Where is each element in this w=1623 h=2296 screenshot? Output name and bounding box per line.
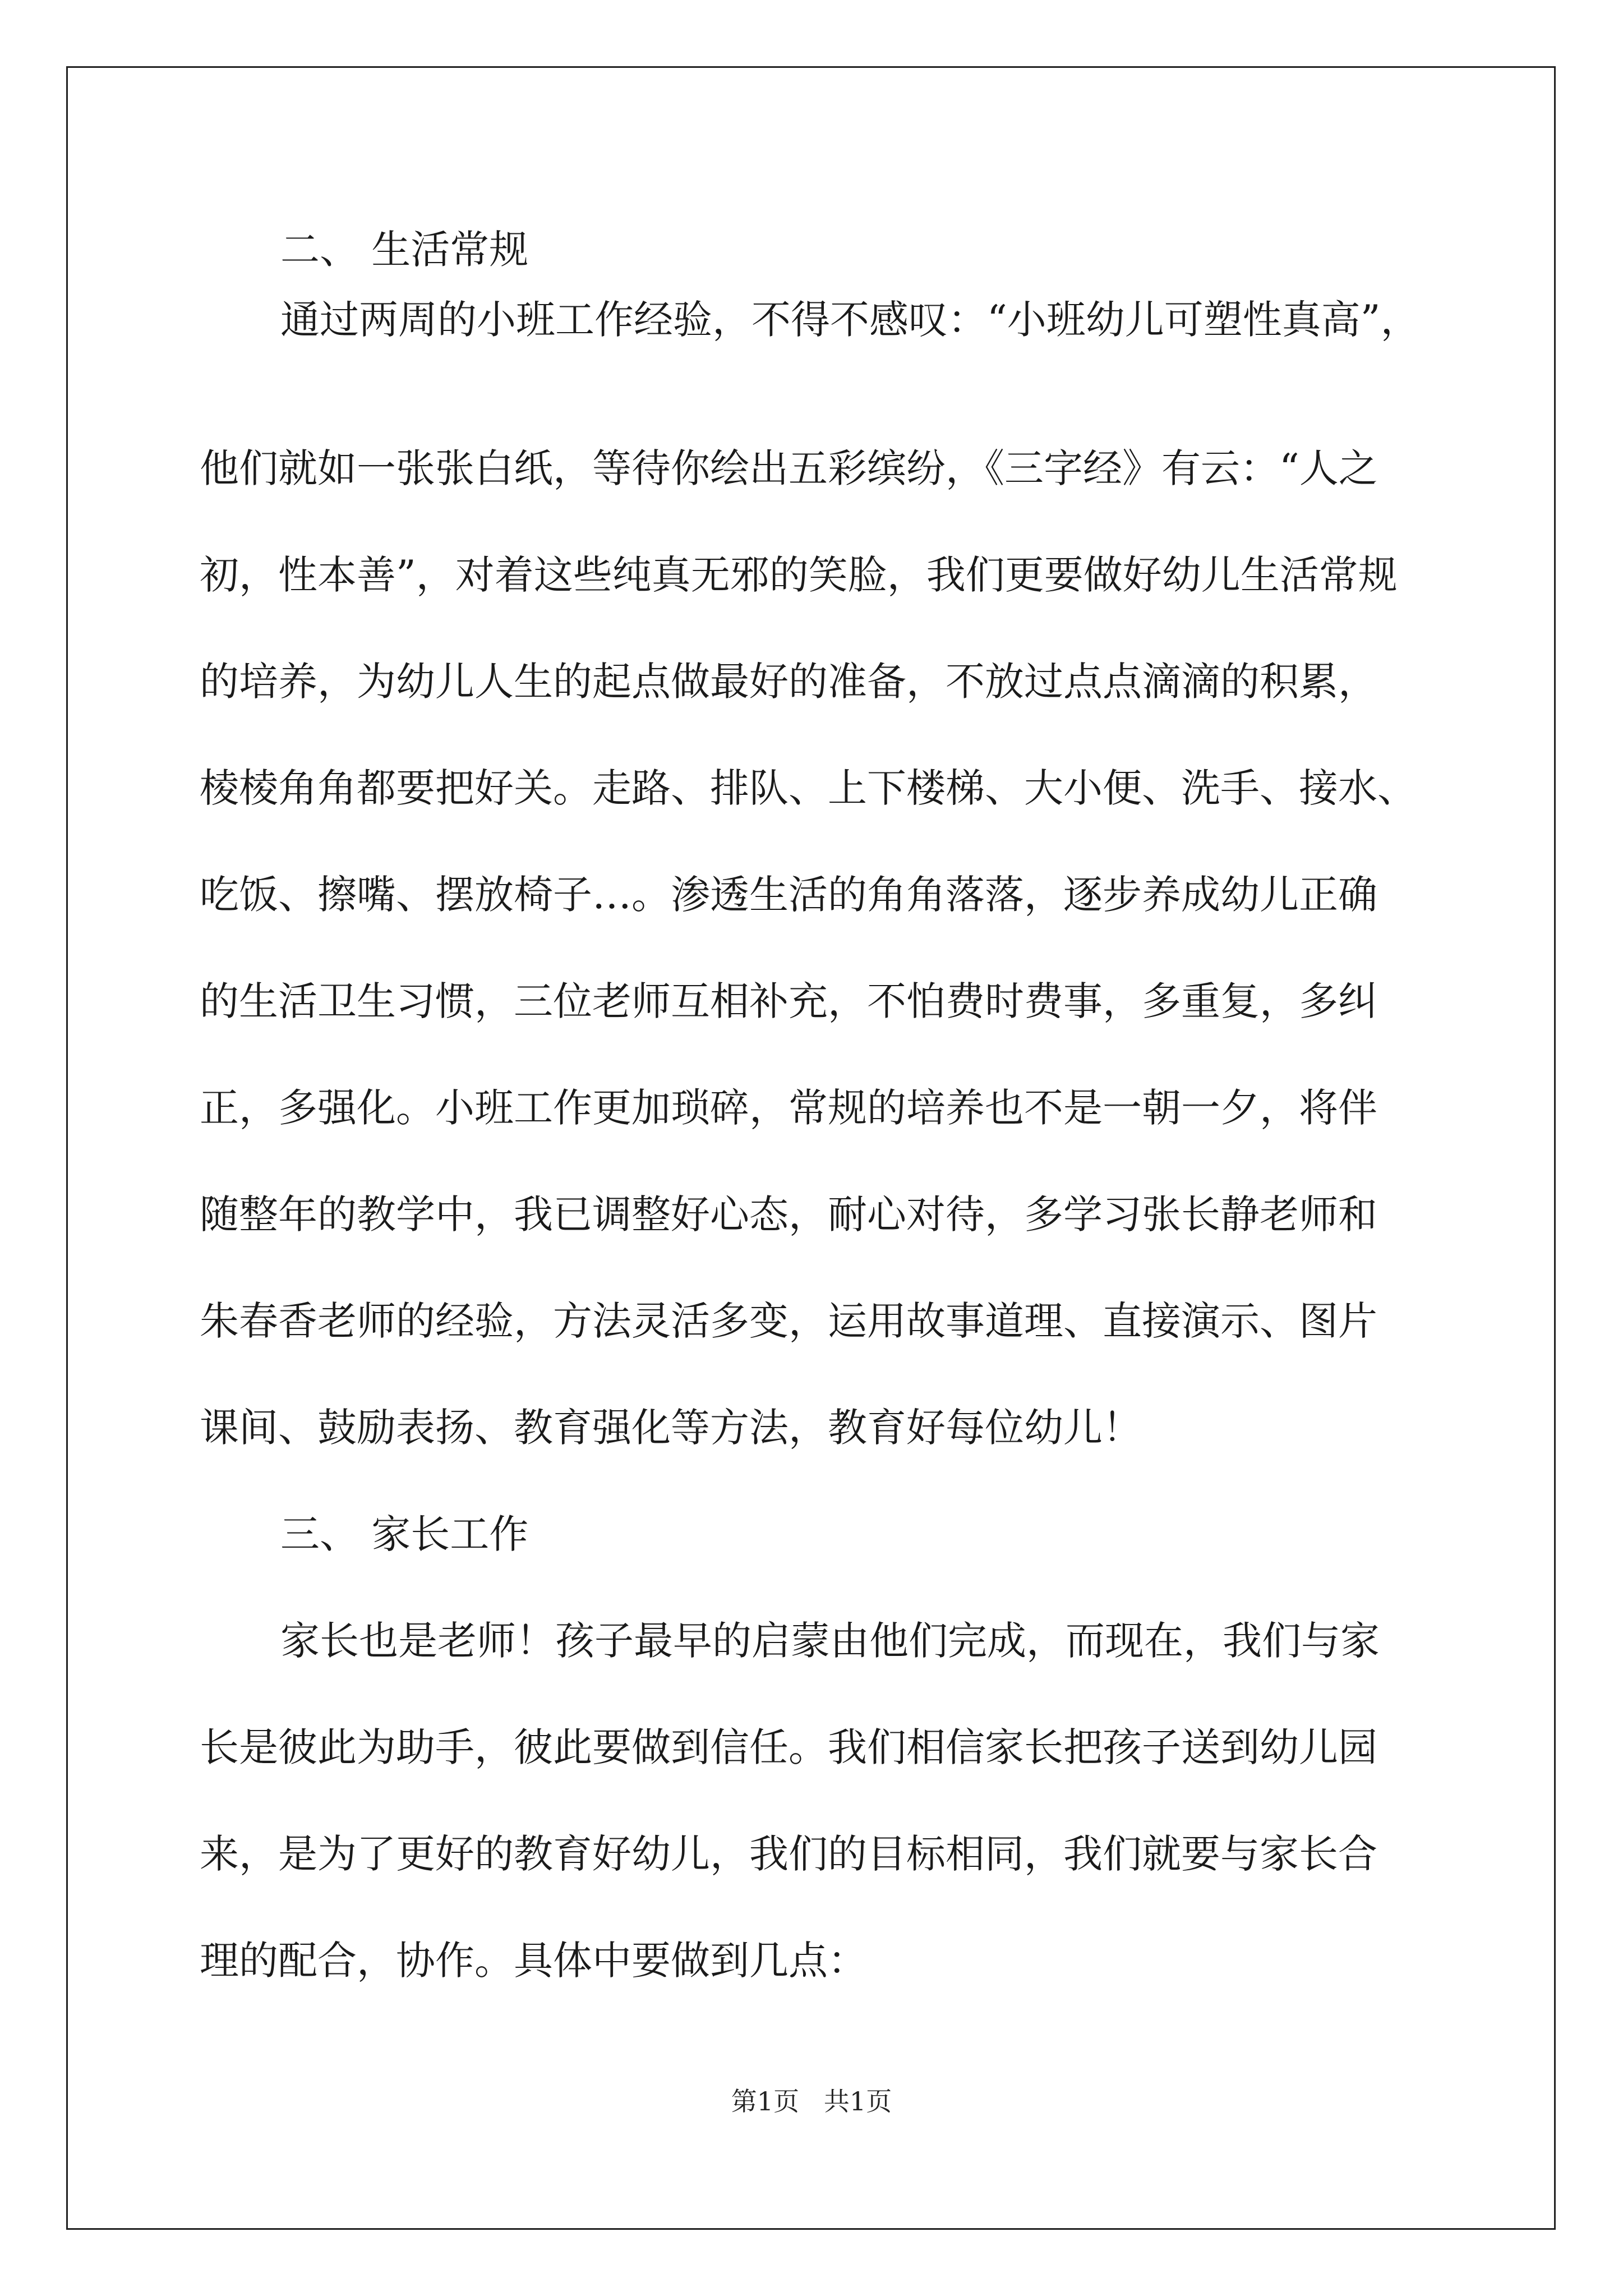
paragraph-line: 通过两周的小班工作经验，不得不感叹：“小班幼儿可塑性真高”， (280, 297, 1420, 343)
paragraph-line: 初，性本善”，对着这些纯真无邪的笑脸，我们更要做好幼儿生活常规 (200, 552, 1398, 598)
page-border (66, 66, 1556, 2230)
paragraph-line: 来，是为了更好的教育好幼儿，我们的目标相同，我们就要与家长合 (200, 1831, 1377, 1877)
paragraph-line: 长是彼此为助手，彼此要做到信任。我们相信家长把孩子送到幼儿园 (200, 1724, 1377, 1770)
paragraph-line: 课间、鼓励表扬、教育强化等方法，教育好每位幼儿！ (200, 1405, 1142, 1451)
paragraph-line: 朱春香老师的经验，方法灵活多变，运用故事道理、直接演示、图片 (200, 1298, 1377, 1344)
section-heading-life-routine: 二、 生活常规 (280, 227, 529, 273)
paragraph-line: 家长也是老师！孩子最早的启蒙由他们完成，而现在，我们与家 (280, 1618, 1380, 1664)
paragraph-line: 正，多强化。小班工作更加琐碎，常规的培养也不是一朝一夕，将伴 (200, 1085, 1377, 1131)
paragraph-line: 随整年的教学中，我已调整好心态，耐心对待，多学习张长静老师和 (200, 1191, 1377, 1237)
paragraph-line: 的培养，为幼儿人生的起点做最好的准备，不放过点点滴滴的积累， (200, 659, 1377, 705)
paragraph-line: 吃饭、擦嘴、摆放椅子…。渗透生活的角角落落，逐步养成幼儿正确 (200, 872, 1377, 918)
paragraph-line: 棱棱角角都要把好关。走路、排队、上下楼梯、大小便、洗手、接水、 (200, 765, 1417, 811)
page-footer-page-number: 第1页 共1页 (731, 2086, 892, 2116)
paragraph-line: 理的配合，协作。具体中要做到几点： (200, 1938, 867, 1984)
paragraph-line: 的生活卫生习惯，三位老师互相补充，不怕费时费事，多重复，多纠 (200, 978, 1377, 1024)
paragraph-line: 他们就如一张张白纸，等待你绘出五彩缤纷，《三字经》有云：“人之 (200, 445, 1378, 491)
section-heading-parent-work: 三、 家长工作 (280, 1511, 529, 1557)
